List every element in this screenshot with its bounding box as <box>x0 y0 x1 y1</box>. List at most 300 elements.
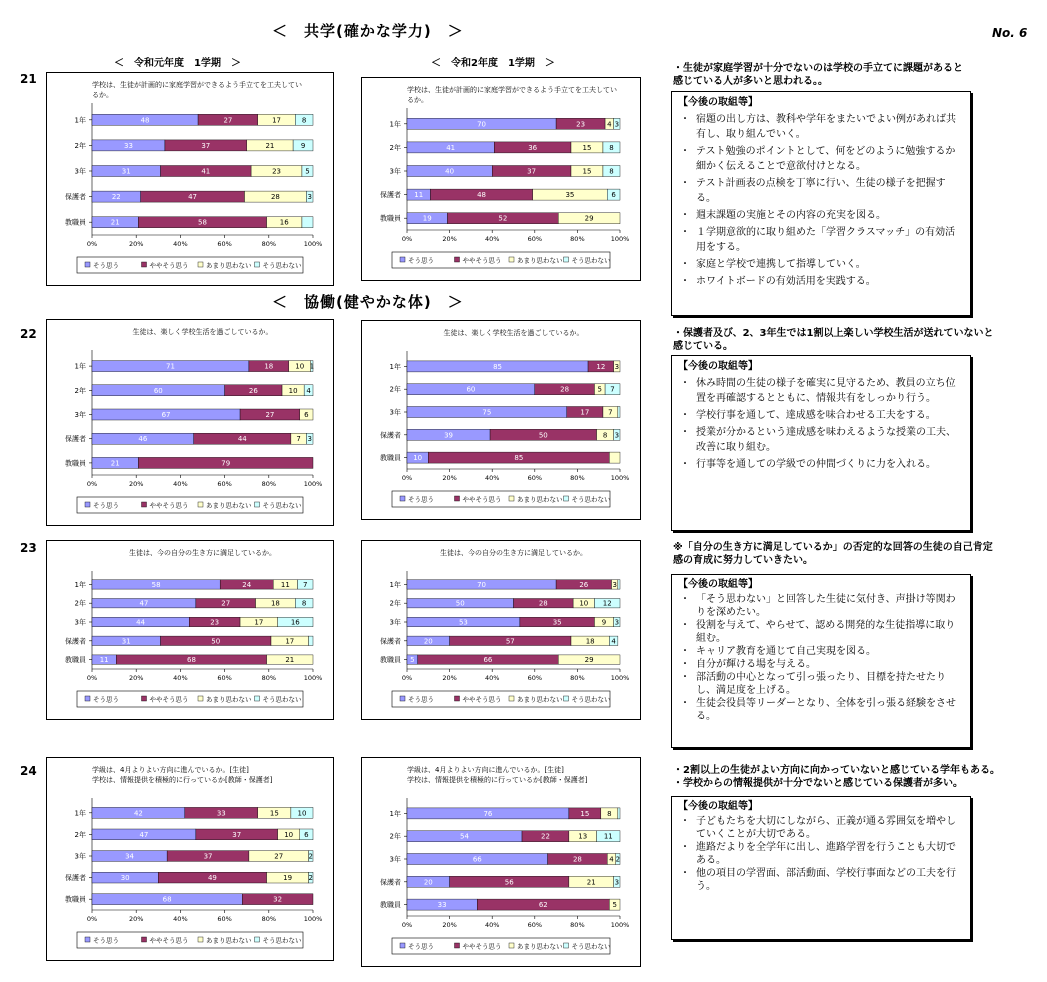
measure-item: ・ 子どもたちを大切にしながら、正義が通る雰囲気を増やしていくことが大切である。 <box>678 815 964 841</box>
comment-q23: ※「自分の生き方に満足しているか」の否定的な回答の生徒の自己肯定 感の育成に努力していきたい。 <box>673 542 993 566</box>
legend-label: ややそう思う <box>462 256 502 265</box>
data-label: 3 <box>614 120 620 129</box>
x-tick-label: 60% <box>527 921 543 929</box>
data-label: 8 <box>609 143 614 152</box>
data-label: 50 <box>455 599 465 608</box>
category-label: 1年 <box>74 809 86 818</box>
chart-q22-r1 <box>46 319 334 526</box>
data-label: 44 <box>136 618 146 627</box>
legend-label: ややそう思う <box>149 695 189 704</box>
measure-item: ・ 授業が分かるという達成感を味わえるような授業の工夫、改善に取り組む。 <box>678 425 964 455</box>
bar-segment <box>309 636 313 645</box>
chart-title: るか。 <box>92 91 113 99</box>
legend-label: そう思わない <box>262 501 302 510</box>
measures-box-q23 <box>671 574 971 748</box>
data-label: 21 <box>285 656 295 665</box>
legend-label: あまり思わない <box>517 256 563 265</box>
legend-label: ややそう思う <box>149 261 189 270</box>
chart-title: るか。 <box>407 96 428 104</box>
chart-title: 生徒は、今の自分の生き方に満足しているか。 <box>440 549 587 557</box>
legend-swatch <box>509 696 514 701</box>
data-label: 5 <box>410 656 415 665</box>
category-label: 3年 <box>74 618 86 627</box>
x-tick-label: 80% <box>261 915 277 923</box>
x-tick-label: 0% <box>401 235 413 243</box>
category-label: 2年 <box>74 599 86 608</box>
measures-box-q24 <box>671 796 971 940</box>
measure-item: ・ 週末課題の実施とその内容の充実を図る。 <box>678 208 964 223</box>
x-tick-label: 60% <box>217 915 232 923</box>
data-label: 47 <box>188 193 198 202</box>
x-tick-label: 0% <box>86 915 98 923</box>
legend-label: あまり思わない <box>206 261 252 270</box>
legend-label: そう思わない <box>262 695 302 704</box>
data-label: 28 <box>270 193 280 202</box>
legend-swatch <box>85 262 90 267</box>
chart-q23-r1 <box>46 540 334 720</box>
section-title-kyogaku: ＜ 共学(確かな学力) ＞ <box>272 22 464 40</box>
data-label: 50 <box>211 637 221 646</box>
chart-q21-r2 <box>361 77 641 281</box>
x-tick-label: 40% <box>484 474 500 482</box>
data-label: 3 <box>307 435 312 444</box>
data-label: 3 <box>614 362 620 371</box>
legend-label: あまり思わない <box>517 495 563 504</box>
category-label: 3年 <box>74 167 86 176</box>
measure-item: ・ 部活動の中心となって引っ張ったり、目標を持たせたりし、満足度を上げる。 <box>678 671 964 697</box>
x-tick-label: 20% <box>442 921 457 929</box>
box-title: 【今後の取組等】 <box>678 579 758 590</box>
category-label: 2年 <box>389 385 401 394</box>
chart-title: 学校は、情報提供を積極的に行っているか[教師・保護者] <box>407 776 588 784</box>
measures-box-q22 <box>671 355 971 531</box>
category-label: 保護者 <box>380 637 401 646</box>
category-label: 3年 <box>389 408 401 417</box>
legend-swatch <box>85 696 90 701</box>
category-label: 3年 <box>74 411 86 419</box>
data-label: 79 <box>221 459 231 468</box>
legend-label: そう思わない <box>571 256 611 265</box>
data-label: 27 <box>221 599 231 608</box>
measure-item: ・ テスト計画表の点検を丁寧に行い、生徒の様子を把握する。 <box>678 176 964 206</box>
data-label: 15 <box>582 143 592 152</box>
x-tick-label: 100% <box>303 480 323 488</box>
data-label: 85 <box>514 454 524 463</box>
x-tick-label: 100% <box>610 474 630 482</box>
data-label: 35 <box>552 618 562 627</box>
data-label: 70 <box>477 580 487 589</box>
category-label: 保護者 <box>65 193 86 202</box>
measure-item: ・ 役割を与えて、やらせて、認める開発的な生徒指導に取り組む。 <box>678 619 964 645</box>
data-label: 11 <box>280 580 290 589</box>
category-label: 1年 <box>74 580 86 589</box>
data-label: 11 <box>603 832 613 841</box>
legend-label: そう思う <box>408 695 434 704</box>
legend-label: ややそう思う <box>462 495 502 504</box>
measure-item: ・ 他の項目の学習面、部活動面、学校行事面などの工夫を行う。 <box>678 867 964 893</box>
comment-q24: ・2割以上の生徒がよい方向に向かっていないと感じている学年もある。 ・学校からの情報提供が十分でないと感じている保護者が多い。 <box>673 765 1000 789</box>
legend-swatch <box>400 943 405 948</box>
data-label: 31 <box>121 167 131 176</box>
data-label: 33 <box>216 809 226 818</box>
data-label: 4 <box>306 386 311 395</box>
category-label: 教職員 <box>380 656 401 665</box>
data-label: 7 <box>303 580 308 589</box>
measure-item: ・ 「そう思わない」と回答した生徒に気付き、声掛け等関わりを深めたい。 <box>678 593 964 619</box>
question-number-22: 22 <box>20 327 37 341</box>
data-label: 29 <box>584 214 594 223</box>
data-label: 26 <box>579 580 589 589</box>
data-label: 28 <box>572 855 582 864</box>
category-label: 2年 <box>74 141 86 150</box>
x-tick-label: 80% <box>570 474 585 482</box>
data-label: 76 <box>483 809 493 818</box>
data-label: 23 <box>576 120 586 129</box>
category-label: 2年 <box>74 386 86 395</box>
data-label: 58 <box>198 218 207 227</box>
box-title: 【今後の取組等】 <box>678 361 758 372</box>
measure-item: ・ １学期意欲的に取り組めた「学習クラスマッチ」の有効活用をする。 <box>678 225 964 255</box>
category-label: 保護者 <box>380 431 401 440</box>
data-label: 23 <box>210 618 220 627</box>
comment-q22: ・保護者及び、2、3年生では1割以上楽しい学校生活が送れていないと 感じている。 <box>673 328 994 352</box>
category-label: 3年 <box>389 618 401 627</box>
data-label: 60 <box>153 386 163 395</box>
measure-item: ・ 行事等を通しての学級での仲間づくりに力を入れる。 <box>678 457 964 472</box>
legend-swatch <box>85 937 90 942</box>
data-label: 10 <box>284 830 294 839</box>
chart-q22-r2 <box>361 320 641 520</box>
x-tick-label: 100% <box>303 240 323 248</box>
legend-label: ややそう思う <box>149 936 189 945</box>
measure-item: ・ 生徒会役員等リーダーとなり、全体を引っ張る経験をさせる。 <box>678 697 964 723</box>
data-label: 48 <box>140 116 150 125</box>
category-label: 3年 <box>389 167 401 176</box>
legend-swatch <box>564 696 569 701</box>
category-label: 1年 <box>389 580 401 589</box>
x-tick-label: 60% <box>217 240 232 248</box>
data-label: 6 <box>304 830 309 839</box>
category-label: 1年 <box>74 116 86 125</box>
x-tick-label: 60% <box>527 674 543 682</box>
x-tick-label: 20% <box>442 235 457 243</box>
data-label: 47 <box>139 830 149 839</box>
legend-label: あまり思わない <box>206 936 252 945</box>
data-label: 28 <box>560 385 570 394</box>
data-label: 8 <box>301 116 307 125</box>
data-label: 66 <box>483 656 493 665</box>
data-label: 8 <box>301 599 307 608</box>
x-tick-label: 80% <box>570 674 585 682</box>
data-label: 46 <box>138 435 148 444</box>
legend-label: あまり思わない <box>517 695 563 704</box>
data-label: 17 <box>580 408 590 417</box>
data-label: 10 <box>297 809 307 818</box>
data-label: 66 <box>472 855 482 864</box>
x-tick-label: 20% <box>128 915 144 923</box>
legend-label: ややそう思う <box>149 501 189 510</box>
legend-swatch <box>509 943 514 948</box>
data-label: 41 <box>201 167 211 176</box>
data-label: 2 <box>308 852 314 861</box>
data-label: 37 <box>201 141 211 150</box>
measure-item: ・ 休み時間の生徒の様子を確実に見守るため、教員の立ち位置を再確認するとともに、情報共有をしっかり行う。 <box>678 376 964 406</box>
data-label: 18 <box>585 637 595 646</box>
category-label: 教職員 <box>65 459 86 468</box>
x-tick-label: 80% <box>261 480 277 488</box>
data-label: 18 <box>270 599 280 608</box>
category-label: 2年 <box>389 832 401 841</box>
data-label: 53 <box>458 618 468 627</box>
legend-swatch <box>455 496 460 501</box>
category-label: 保護者 <box>65 435 86 444</box>
legend-swatch <box>564 257 569 262</box>
data-label: 60 <box>466 385 476 394</box>
data-label: 2 <box>308 874 314 883</box>
x-tick-label: 40% <box>173 240 188 248</box>
data-label: 5 <box>597 385 602 394</box>
legend-label: そう思わない <box>571 695 611 704</box>
legend-swatch <box>255 262 260 267</box>
legend-label: そう思わない <box>262 261 302 270</box>
chart-q21-r1 <box>46 72 334 286</box>
data-label: 39 <box>444 431 453 440</box>
data-label: 7 <box>296 435 301 444</box>
section-title-kyodo: ＜ 協働(健やかな体) ＞ <box>272 293 464 311</box>
bar-segment <box>618 580 620 589</box>
data-label: 10 <box>413 454 423 463</box>
x-tick-label: 0% <box>401 921 413 929</box>
legend-label: そう思う <box>408 942 434 951</box>
chart-title: 学級は、4月よりよい方向に進んでいるか。[生徒] <box>92 766 249 774</box>
data-label: 85 <box>493 362 502 371</box>
measure-item: ・ キャリア教育を通じて自己実現を図る。 <box>678 645 964 658</box>
page-number: No. 6 <box>992 26 1028 40</box>
data-label: 31 <box>121 637 131 646</box>
x-tick-label: 20% <box>442 674 457 682</box>
data-label: 67 <box>161 411 171 419</box>
legend-swatch <box>400 257 405 262</box>
data-label: 21 <box>110 218 120 227</box>
data-label: 3 <box>614 431 620 440</box>
data-label: 27 <box>274 852 284 861</box>
data-label: 70 <box>477 120 487 129</box>
legend-swatch <box>142 502 147 507</box>
category-label: 教職員 <box>65 656 86 665</box>
legend-label: そう思う <box>93 261 119 270</box>
data-label: 26 <box>248 386 258 395</box>
data-label: 2 <box>615 855 621 864</box>
legend-swatch <box>455 696 460 701</box>
bar-segment <box>609 452 620 463</box>
data-label: 1 <box>309 362 315 371</box>
bar-segment <box>302 217 313 228</box>
x-tick-label: 40% <box>484 674 500 682</box>
box-title: 【今後の取組等】 <box>678 801 758 812</box>
measure-item: ・ 学校行事を通して、達成感を味合わせる工夫をする。 <box>678 408 964 423</box>
x-tick-label: 0% <box>401 474 413 482</box>
x-tick-label: 100% <box>610 921 630 929</box>
data-label: 5 <box>305 167 310 176</box>
data-label: 8 <box>602 431 608 440</box>
legend-swatch <box>509 257 514 262</box>
legend-swatch <box>564 496 569 501</box>
data-label: 6 <box>611 191 616 200</box>
data-label: 19 <box>283 874 293 883</box>
legend-label: そう思わない <box>571 495 611 504</box>
bar-segment <box>618 808 620 819</box>
x-tick-label: 20% <box>128 480 144 488</box>
category-label: 保護者 <box>65 874 86 883</box>
legend-swatch <box>142 696 147 701</box>
chart-title: 学校は、生徒が計画的に家庭学習ができるよう手立てを工夫してい <box>92 81 302 89</box>
data-label: 75 <box>482 408 492 417</box>
legend-label: あまり思わない <box>206 695 252 704</box>
legend-swatch <box>198 696 203 701</box>
data-label: 34 <box>125 852 135 861</box>
question-number-23: 23 <box>20 541 37 555</box>
category-label: 教職員 <box>380 901 401 910</box>
legend-label: あまり思わない <box>206 501 252 510</box>
legend-swatch <box>142 262 147 267</box>
category-label: 1年 <box>74 362 86 371</box>
x-tick-label: 100% <box>610 674 630 682</box>
chart-q24-r1 <box>46 757 334 961</box>
x-tick-label: 40% <box>173 915 188 923</box>
measure-item: ・ 宿題の出し方は、教科や学年をまたいでよい例があれば共有し、取り組んでいく。 <box>678 112 964 142</box>
data-label: 30 <box>120 874 130 883</box>
x-tick-label: 20% <box>128 240 144 248</box>
data-label: 13 <box>578 832 588 841</box>
chart-q24-r2 <box>361 757 641 967</box>
data-label: 20 <box>423 878 433 887</box>
chart-title: 生徒は、楽しく学校生活を過ごしているか。 <box>443 329 584 337</box>
data-label: 24 <box>242 580 252 589</box>
measure-item: ・ 自分が輝ける場を与える。 <box>678 658 964 671</box>
x-tick-label: 0% <box>86 240 98 248</box>
data-label: 4 <box>611 637 616 646</box>
data-label: 15 <box>582 167 592 176</box>
data-label: 3 <box>612 580 617 589</box>
chart-title: 学校は、生徒が計画的に家庭学習ができるよう手立てを工夫してい <box>407 86 617 94</box>
legend-swatch <box>198 502 203 507</box>
data-label: 11 <box>414 191 424 200</box>
data-label: 3 <box>614 878 620 887</box>
legend-label: そう思う <box>93 501 119 510</box>
x-tick-label: 100% <box>610 235 630 243</box>
data-label: 9 <box>601 618 607 627</box>
x-tick-label: 40% <box>173 674 188 682</box>
x-tick-label: 40% <box>484 235 500 243</box>
data-label: 35 <box>565 191 575 200</box>
legend-label: そう思わない <box>262 936 302 945</box>
data-label: 44 <box>237 435 247 444</box>
x-tick-label: 100% <box>303 674 323 682</box>
data-label: 16 <box>290 618 300 627</box>
category-label: 3年 <box>389 855 401 864</box>
x-tick-label: 0% <box>86 674 98 682</box>
period-left: ＜ 令和元年度 1学期 ＞ <box>114 58 241 69</box>
legend-label: ややそう思う <box>462 695 502 704</box>
legend-swatch <box>400 696 405 701</box>
x-tick-label: 100% <box>303 915 323 923</box>
data-label: 27 <box>223 116 233 125</box>
x-tick-label: 0% <box>86 480 98 488</box>
data-label: 15 <box>269 809 279 818</box>
data-label: 52 <box>498 214 508 223</box>
data-label: 12 <box>602 599 612 608</box>
data-label: 29 <box>584 656 594 665</box>
question-number-21: 21 <box>20 72 37 86</box>
category-label: 教職員 <box>65 218 86 227</box>
data-label: 4 <box>607 120 612 129</box>
x-tick-label: 0% <box>401 674 413 682</box>
data-label: 8 <box>607 809 612 818</box>
legend-label: そう思わない <box>571 942 611 951</box>
data-label: 50 <box>538 431 548 440</box>
category-label: 2年 <box>389 143 401 152</box>
data-label: 68 <box>162 895 172 904</box>
category-label: 1年 <box>389 362 401 371</box>
chart-q23-r2 <box>361 540 641 720</box>
data-label: 7 <box>610 385 615 394</box>
data-label: 62 <box>538 901 548 910</box>
data-label: 32 <box>273 895 283 904</box>
legend-swatch <box>85 502 90 507</box>
data-label: 22 <box>540 832 550 841</box>
legend-label: そう思う <box>93 695 119 704</box>
data-label: 5 <box>612 901 617 910</box>
data-label: 3 <box>614 618 620 627</box>
data-label: 17 <box>285 637 295 646</box>
measure-item: ・ 家庭と学校で連携して指導していく。 <box>678 257 964 272</box>
x-tick-label: 20% <box>128 674 144 682</box>
category-label: 1年 <box>389 120 401 129</box>
legend-label: そう思う <box>408 256 434 265</box>
data-label: 20 <box>423 637 433 646</box>
data-label: 22 <box>111 193 121 202</box>
category-label: 教職員 <box>380 214 401 223</box>
data-label: 12 <box>596 362 606 371</box>
category-label: 保護者 <box>65 637 86 646</box>
data-label: 47 <box>139 599 149 608</box>
data-label: 40 <box>445 167 455 176</box>
data-label: 58 <box>151 580 161 589</box>
category-label: 教職員 <box>65 895 86 904</box>
box-title: 【今後の取組等】 <box>678 97 758 108</box>
x-tick-label: 60% <box>527 235 543 243</box>
data-label: 42 <box>133 809 143 818</box>
legend-swatch <box>400 496 405 501</box>
data-label: 11 <box>99 656 109 665</box>
data-label: 21 <box>265 141 275 150</box>
legend-swatch <box>455 943 460 948</box>
data-label: 16 <box>279 218 289 227</box>
legend-label: ややそう思う <box>462 942 502 951</box>
data-label: 49 <box>207 874 217 883</box>
legend-swatch <box>564 943 569 948</box>
legend-swatch <box>255 937 260 942</box>
data-label: 18 <box>264 362 274 371</box>
x-tick-label: 40% <box>173 480 188 488</box>
x-tick-label: 80% <box>261 674 277 682</box>
data-label: 21 <box>586 878 596 887</box>
comment-q21: ・生徒が家庭学習が十分でないのは学校の手立てに課題があると 感じている人が多いと思われる。。 <box>673 63 963 87</box>
data-label: 54 <box>460 832 469 841</box>
legend-label: そう思う <box>93 936 119 945</box>
legend-swatch <box>255 502 260 507</box>
measure-item: ・ 進路だよりを全学年に出し、進路学習を行うことも大切である。 <box>678 841 964 867</box>
